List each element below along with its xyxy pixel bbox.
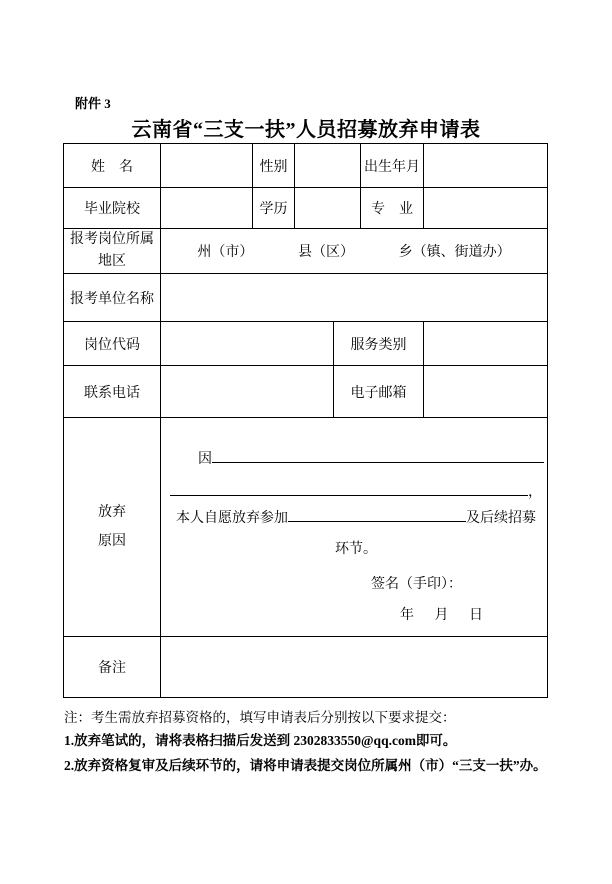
phone-value-cell[interactable] bbox=[161, 366, 334, 418]
region-option-county: 县（区） bbox=[297, 245, 354, 260]
service-type-label: 服务类别 bbox=[334, 322, 424, 366]
region-option-township: 乡（镇、街道办） bbox=[398, 245, 511, 260]
remarks-value-cell[interactable] bbox=[161, 637, 548, 698]
service-type-value-cell[interactable] bbox=[424, 322, 548, 366]
phone-label: 联系电话 bbox=[64, 366, 161, 418]
reason-line-3: 本人自愿放弃参加 及后续招募 bbox=[161, 507, 547, 527]
unit-value-cell[interactable] bbox=[161, 274, 548, 322]
table-row bbox=[64, 229, 548, 274]
reason-line-4: 环节。 bbox=[335, 542, 377, 557]
notes-intro: 注：考生需放弃招募资格的，填写申请表后分别按以下要求提交： bbox=[64, 710, 456, 725]
reason-blank-line-2[interactable] bbox=[170, 482, 528, 496]
reason-line-1: 因 bbox=[161, 448, 547, 468]
attachment-label: 附件 3 bbox=[75, 96, 111, 111]
table-row bbox=[64, 188, 548, 229]
reason-line-2: ， bbox=[161, 481, 547, 501]
major-value-cell[interactable] bbox=[424, 188, 548, 229]
remarks-label: 备注 bbox=[64, 637, 161, 698]
reason-blank-line-1[interactable] bbox=[212, 449, 544, 463]
table-row bbox=[64, 274, 548, 322]
table-row bbox=[64, 322, 548, 366]
school-value-cell[interactable] bbox=[161, 188, 253, 229]
reason-content-cell bbox=[161, 418, 548, 637]
note-item-2: 2.放弃资格复审及后续环节的，请将申请表提交岗位所属州（市）“三支一扶”办。 bbox=[64, 758, 547, 773]
table-row bbox=[64, 144, 548, 188]
birth-label: 出生年月 bbox=[361, 144, 424, 188]
region-label: 报考岗位所属 地区 bbox=[64, 229, 161, 274]
date-month-label: 月 bbox=[434, 608, 449, 623]
email-label: 电子邮箱 bbox=[334, 366, 424, 418]
gender-value-cell[interactable] bbox=[295, 144, 361, 188]
gender-label: 性别 bbox=[253, 144, 295, 188]
region-option-prefecture: 州（市） bbox=[197, 245, 254, 260]
education-value-cell[interactable] bbox=[295, 188, 361, 229]
school-label: 毕业院校 bbox=[64, 188, 161, 229]
date-day-label: 日 bbox=[469, 608, 483, 623]
date-label bbox=[161, 604, 547, 624]
reason-label: 放弃 原因 bbox=[64, 418, 161, 637]
education-label: 学历 bbox=[253, 188, 295, 229]
unit-label: 报考单位名称 bbox=[64, 274, 161, 322]
name-label: 姓 名 bbox=[64, 144, 161, 188]
reason-blank-line-3[interactable] bbox=[288, 508, 466, 522]
post-code-value-cell[interactable] bbox=[161, 322, 334, 366]
table-row bbox=[64, 418, 548, 637]
email-value-cell[interactable] bbox=[424, 366, 548, 418]
post-code-label: 岗位代码 bbox=[64, 322, 161, 366]
birth-value-cell[interactable] bbox=[424, 144, 548, 188]
table-row bbox=[64, 637, 548, 698]
page-title: 云南省“三支一扶”人员招募放弃申请表 bbox=[131, 119, 481, 141]
application-form-table bbox=[63, 143, 548, 698]
table-row bbox=[64, 366, 548, 418]
date-year-label: 年 bbox=[400, 608, 414, 623]
signature-label: 签名（手印）： bbox=[371, 577, 462, 592]
major-label: 专 业 bbox=[361, 188, 424, 229]
name-value-cell[interactable] bbox=[161, 144, 253, 188]
note-item-1: 1.放弃笔试的，请将表格扫描后发送到 2302833550@qq.com即可。 bbox=[64, 733, 457, 748]
region-value-cell[interactable] bbox=[161, 229, 548, 274]
